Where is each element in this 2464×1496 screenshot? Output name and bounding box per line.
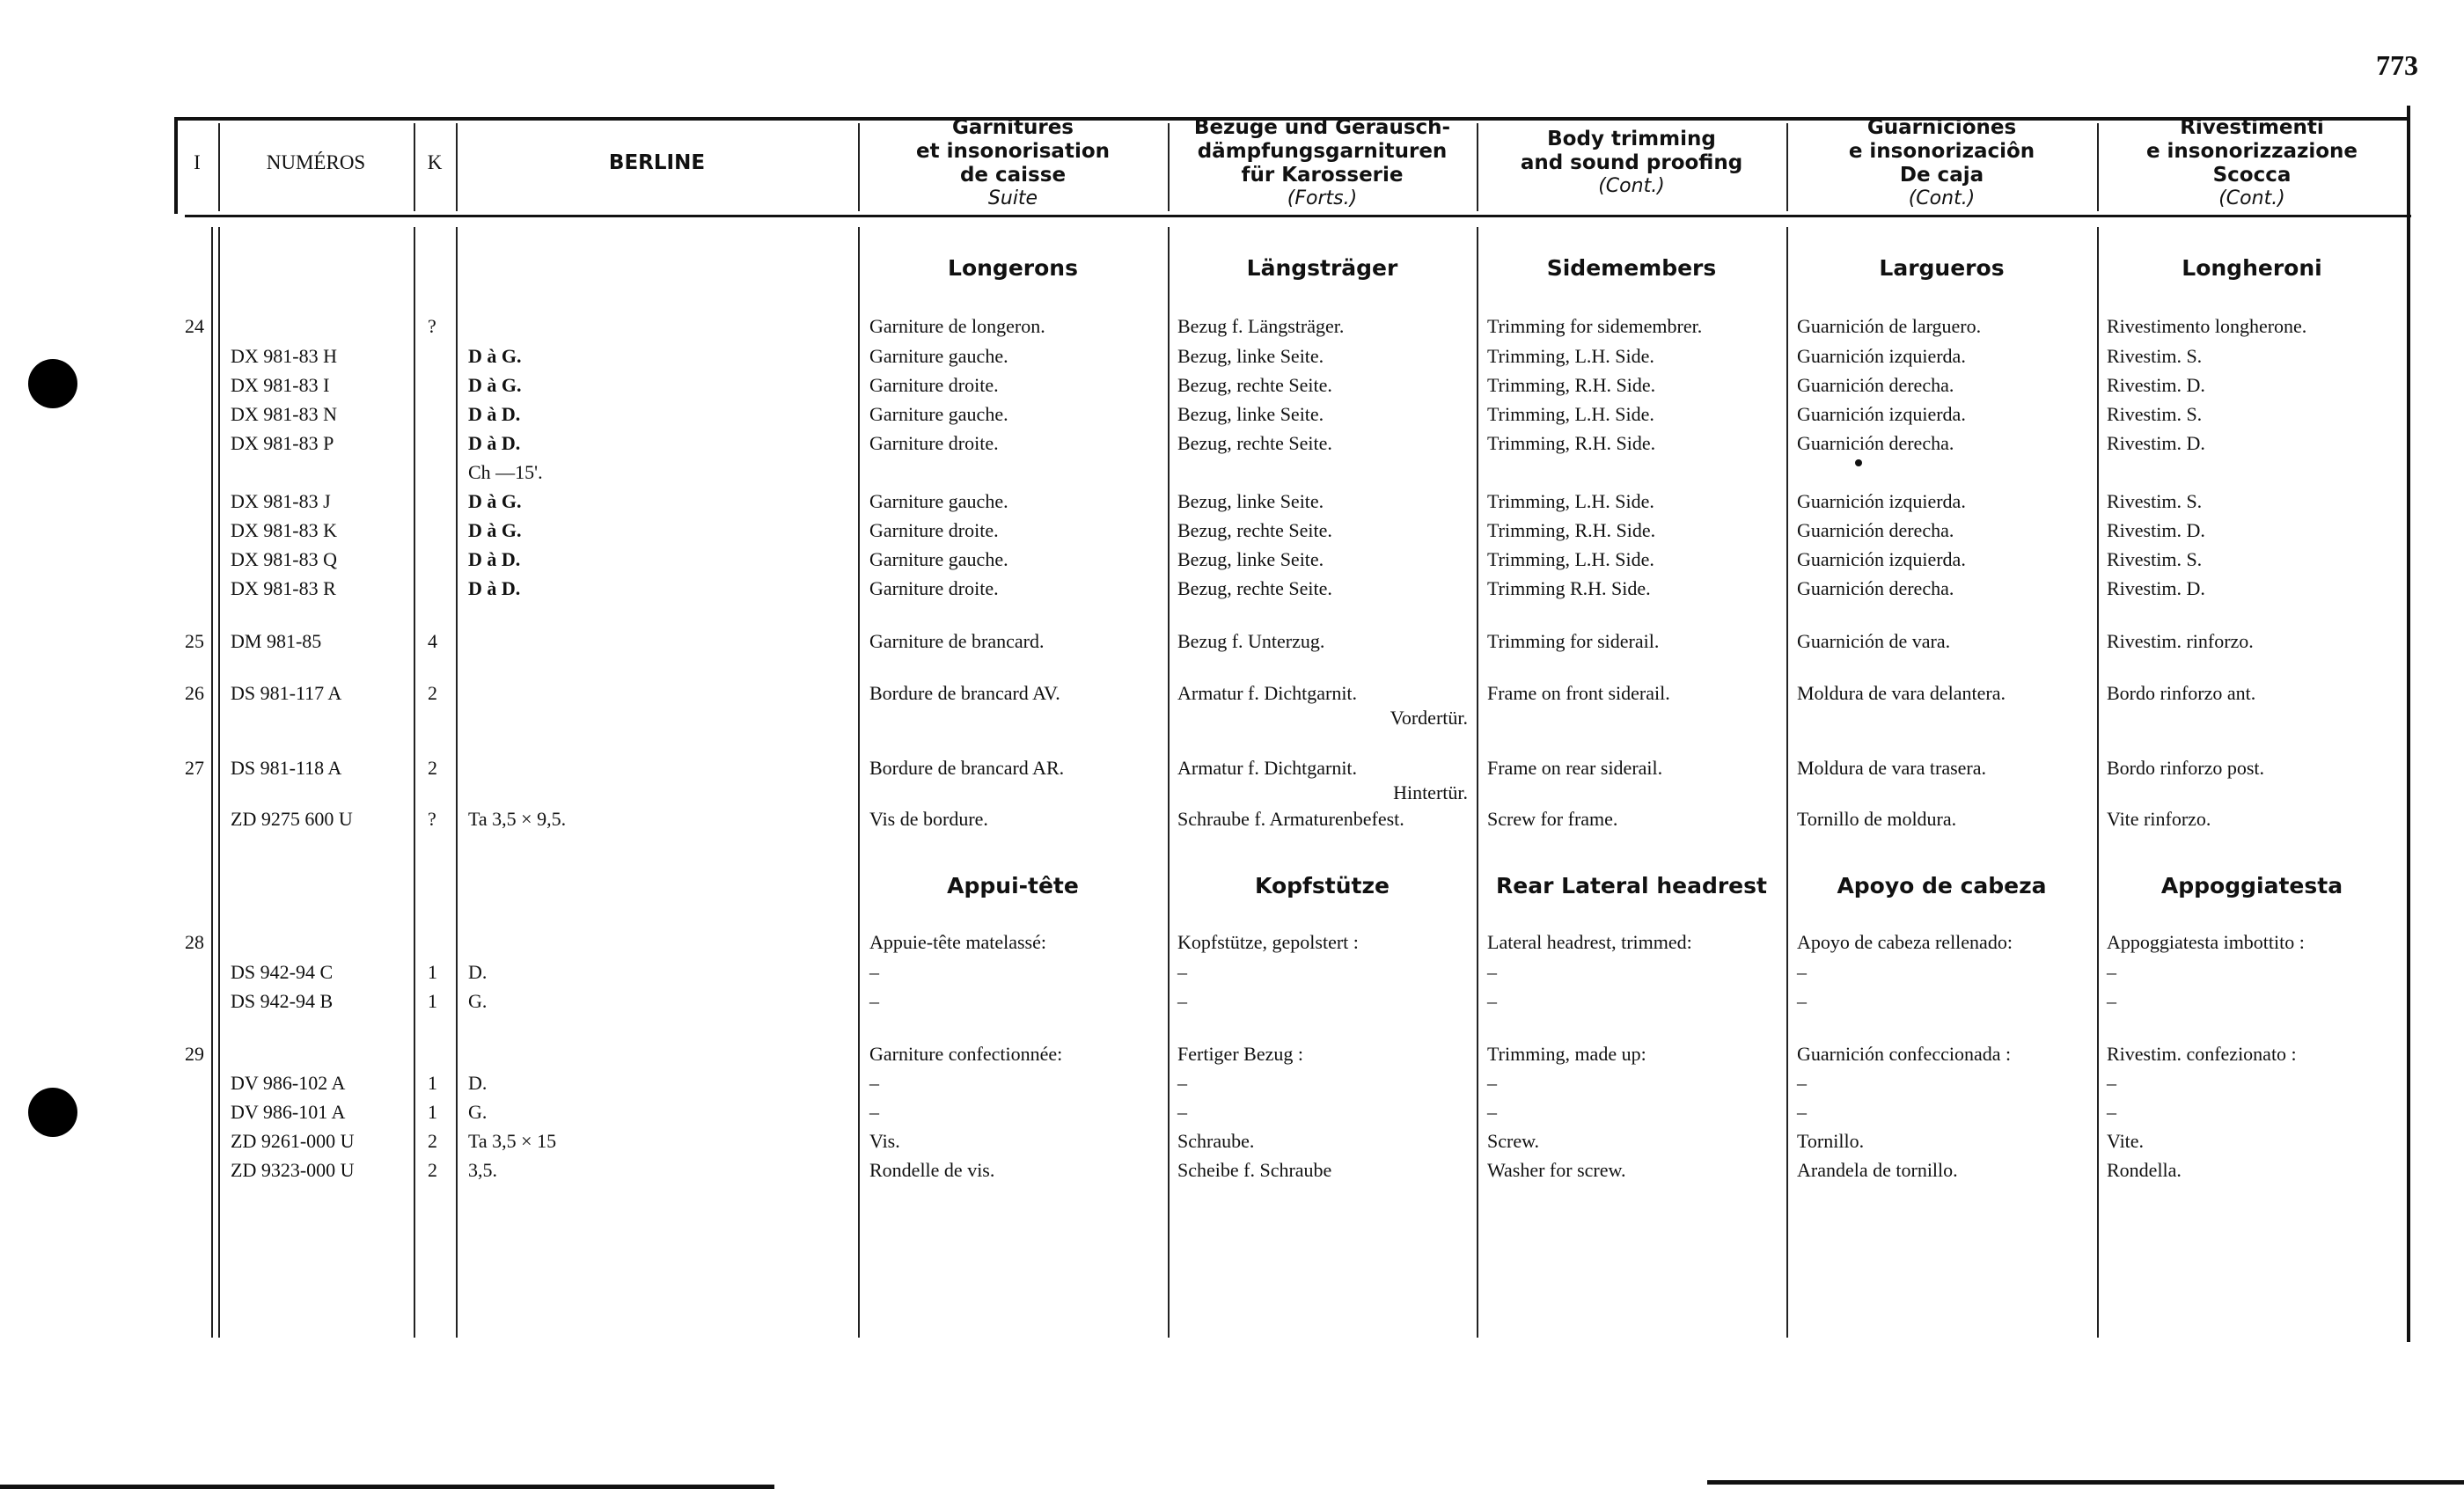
section-heading-it: Longheroni xyxy=(2182,255,2322,281)
desc-en: Trimming R.H. Side. xyxy=(1487,577,1651,599)
desc-es: Tornillo. xyxy=(1797,1130,1865,1152)
desc-en: Screw. xyxy=(1487,1130,1540,1152)
part-number: DS 981-117 A xyxy=(231,682,342,704)
desc-it: – xyxy=(2107,1072,2116,1094)
desc-fr: Garniture gauche. xyxy=(869,345,1008,367)
header-note: Suite xyxy=(987,187,1038,209)
desc-fr: – xyxy=(869,961,879,983)
desc-it: Rivestim. D. xyxy=(2107,432,2205,454)
header-line: dämpfungsgarnituren xyxy=(1197,139,1448,163)
desc-es: Guarnición izquierda. xyxy=(1797,548,1966,570)
berline-note: D à G. xyxy=(468,519,522,541)
desc-fr: Appuie-tête matelassé: xyxy=(869,931,1046,953)
desc-it: Bordo rinforzo post. xyxy=(2107,757,2265,779)
desc-es: Guarnición de larguero. xyxy=(1797,315,1982,337)
desc-de: Armatur f. Dichtgarnit. xyxy=(1177,757,1358,779)
bottom-rule-left xyxy=(0,1485,774,1489)
column-divider xyxy=(858,227,860,1338)
desc-en: Washer for screw. xyxy=(1487,1159,1626,1181)
desc-en: – xyxy=(1487,1101,1497,1123)
part-number: ZD 9323-000 U xyxy=(231,1159,355,1181)
desc-fr: Garniture droite. xyxy=(869,374,999,396)
header-line: e insonorizaciôn xyxy=(1848,139,2035,163)
desc-fr: Garniture de brancard. xyxy=(869,630,1045,652)
desc-de: Fertiger Bezug : xyxy=(1177,1043,1303,1065)
desc-fr: – xyxy=(869,990,879,1012)
desc-de-continued: Hintertür. xyxy=(1393,781,1468,803)
desc-en: Trimming, L.H. Side. xyxy=(1487,548,1654,570)
desc-de: Bezug, linke Seite. xyxy=(1177,490,1324,512)
desc-es: Guarnición confeccionada : xyxy=(1797,1043,2012,1065)
desc-it: Rivestim. S. xyxy=(2107,403,2203,425)
quantity-k: 2 xyxy=(428,1130,437,1152)
header-line: K xyxy=(427,151,443,173)
berline-note: D. xyxy=(468,961,488,983)
desc-de: Bezug, rechte Seite. xyxy=(1177,519,1332,541)
desc-de: Bezug f. Unterzug. xyxy=(1177,630,1325,652)
desc-fr: Garniture gauche. xyxy=(869,548,1008,570)
desc-fr: Rondelle de vis. xyxy=(869,1159,995,1181)
header-note: (Cont.) xyxy=(1598,175,1665,197)
berline-note: D à D. xyxy=(468,432,521,454)
desc-fr: – xyxy=(869,1072,879,1094)
header-es xyxy=(1786,115,2097,209)
desc-de: – xyxy=(1177,990,1187,1012)
column-divider xyxy=(218,227,220,1338)
quantity-k: ? xyxy=(428,315,436,337)
berline-note: D à D. xyxy=(468,548,521,570)
berline-note: D à G. xyxy=(468,374,522,396)
berline-note: Ch —15'. xyxy=(468,461,543,483)
part-number: DX 981-83 N xyxy=(231,403,337,425)
desc-it: Rivestim. S. xyxy=(2107,548,2203,570)
column-divider xyxy=(1786,227,1788,1338)
desc-en: Trimming, R.H. Side. xyxy=(1487,432,1656,454)
desc-fr: Vis de bordure. xyxy=(869,808,988,830)
desc-en: Trimming, made up: xyxy=(1487,1043,1646,1065)
desc-it: – xyxy=(2107,961,2116,983)
desc-de: – xyxy=(1177,961,1187,983)
section-heading-es: Apoyo de cabeza xyxy=(1837,873,2047,898)
section-heading-es: Largueros xyxy=(1879,255,2005,281)
header-line: I xyxy=(194,151,201,173)
desc-de: Bezug, rechte Seite. xyxy=(1177,374,1332,396)
section-heading-it: Appoggiatesta xyxy=(2160,873,2343,898)
row-index: 26 xyxy=(185,682,204,704)
quantity-k: 2 xyxy=(428,1159,437,1181)
section-heading-de: Längsträger xyxy=(1246,255,1398,281)
column-divider xyxy=(414,227,415,1338)
desc-it: Bordo rinforzo ant. xyxy=(2107,682,2256,704)
punch-hole xyxy=(28,359,77,408)
desc-fr: – xyxy=(869,1101,879,1123)
part-number: DX 981-83 J xyxy=(231,490,331,512)
part-number: DS 942-94 B xyxy=(231,990,334,1012)
berline-note: D à G. xyxy=(468,345,522,367)
part-number: DX 981-83 P xyxy=(231,432,334,454)
desc-en: – xyxy=(1487,961,1497,983)
row-index: 28 xyxy=(185,931,204,953)
desc-de: Bezug, linke Seite. xyxy=(1177,548,1324,570)
header-de xyxy=(1168,115,1477,209)
column-divider xyxy=(211,227,213,1338)
berline-note: D à G. xyxy=(468,490,522,512)
desc-it: Rivestim. confezionato : xyxy=(2107,1043,2297,1065)
row-index: 25 xyxy=(185,630,204,652)
desc-en: Screw for frame. xyxy=(1487,808,1618,830)
section-heading-fr: Longerons xyxy=(948,255,1078,281)
header-ber xyxy=(456,120,858,206)
desc-fr: Garniture de longeron. xyxy=(869,315,1045,337)
section-heading-en: Sidemembers xyxy=(1546,255,1717,281)
desc-de: Schraube. xyxy=(1177,1130,1255,1152)
desc-de-continued: Vordertür. xyxy=(1390,707,1468,729)
desc-it: – xyxy=(2107,1101,2116,1123)
header-line: für Karosserie xyxy=(1241,163,1404,187)
berline-note: G. xyxy=(468,990,488,1012)
header-note: (Forts.) xyxy=(1287,187,1358,209)
quantity-k: 1 xyxy=(428,1101,437,1123)
desc-es: Moldura de vara trasera. xyxy=(1797,757,1987,779)
desc-es: Moldura de vara delantera. xyxy=(1797,682,2006,704)
part-number: DS 942-94 C xyxy=(231,961,334,983)
desc-en: – xyxy=(1487,1072,1497,1094)
desc-fr: Vis. xyxy=(869,1130,900,1152)
berline-note: Ta 3,5 × 9,5. xyxy=(468,808,567,830)
quantity-k: ? xyxy=(428,808,436,830)
part-number: DS 981-118 A xyxy=(231,757,342,779)
berline-note: D. xyxy=(468,1072,488,1094)
header-line: NUMÉROS xyxy=(266,151,366,173)
header-line: Body trimming xyxy=(1547,128,1716,150)
desc-fr: Garniture droite. xyxy=(869,577,999,599)
desc-es: – xyxy=(1797,1101,1807,1123)
header-line: Guarniciónes xyxy=(1866,115,2017,139)
column-divider xyxy=(456,227,458,1338)
header-line: Garnitures xyxy=(952,115,1074,139)
row-index: 29 xyxy=(185,1043,204,1065)
column-divider xyxy=(1477,227,1478,1338)
part-number: DX 981-83 I xyxy=(231,374,330,396)
desc-en: Frame on rear siderail. xyxy=(1487,757,1663,779)
quantity-k: 4 xyxy=(428,630,437,652)
desc-fr: Bordure de brancard AV. xyxy=(869,682,1060,704)
section-heading-fr: Appui-tête xyxy=(947,873,1079,898)
header-en xyxy=(1477,120,1786,206)
desc-es: Guarnición de vara. xyxy=(1797,630,1951,652)
desc-es: Guarnición izquierda. xyxy=(1797,345,1966,367)
desc-de: Bezug, rechte Seite. xyxy=(1177,432,1332,454)
desc-en: Trimming, R.H. Side. xyxy=(1487,519,1656,541)
desc-es: Guarnición izquierda. xyxy=(1797,490,1966,512)
desc-fr: Bordure de brancard AR. xyxy=(869,757,1065,779)
desc-es: – xyxy=(1797,990,1807,1012)
quantity-k: 1 xyxy=(428,1072,437,1094)
part-number: ZD 9261-000 U xyxy=(231,1130,355,1152)
desc-en: Trimming, L.H. Side. xyxy=(1487,490,1654,512)
header-line: et insonorisation xyxy=(915,139,1111,163)
header-line: and sound proofing xyxy=(1520,151,1743,174)
desc-de: Bezug, linke Seite. xyxy=(1177,345,1324,367)
desc-it: Rivestim. D. xyxy=(2107,577,2205,599)
desc-es: Guarnición derecha. xyxy=(1797,577,1954,599)
berline-note: 3,5. xyxy=(468,1159,497,1181)
quantity-k: 2 xyxy=(428,682,437,704)
desc-fr: Garniture gauche. xyxy=(869,490,1008,512)
berline-note: D à D. xyxy=(468,403,521,425)
desc-it: Rivestim. rinforzo. xyxy=(2107,630,2254,652)
part-number: ZD 9275 600 U xyxy=(231,808,353,830)
part-number: DV 986-101 A xyxy=(231,1101,346,1123)
desc-de: Scheibe f. Schraube xyxy=(1177,1159,1332,1181)
punch-hole xyxy=(28,1088,77,1137)
desc-en: Trimming, R.H. Side. xyxy=(1487,374,1656,396)
quantity-k: 1 xyxy=(428,990,437,1012)
desc-it: Rivestimento longherone. xyxy=(2107,315,2307,337)
desc-de: Bezug, rechte Seite. xyxy=(1177,577,1332,599)
berline-note: G. xyxy=(468,1101,488,1123)
desc-it: Appoggiatesta imbottito : xyxy=(2107,931,2305,953)
desc-es: Tornillo de moldura. xyxy=(1797,808,1957,830)
desc-fr: Garniture droite. xyxy=(869,519,999,541)
desc-it: Vite rinforzo. xyxy=(2107,808,2211,830)
header-line: Scocca xyxy=(2212,163,2292,187)
quantity-k: 2 xyxy=(428,757,437,779)
desc-en: Trimming for siderail. xyxy=(1487,630,1660,652)
header-i xyxy=(176,120,218,206)
desc-en: Trimming, L.H. Side. xyxy=(1487,403,1654,425)
part-number: DM 981-85 xyxy=(231,630,322,652)
desc-en: Trimming, L.H. Side. xyxy=(1487,345,1654,367)
part-number: DX 981-83 R xyxy=(231,577,336,599)
desc-es: Guarnición derecha. xyxy=(1797,374,1954,396)
desc-es: Guarnición izquierda. xyxy=(1797,403,1966,425)
header-bottom-rule xyxy=(185,215,2411,217)
part-number: DX 981-83 Q xyxy=(231,548,337,570)
page-number: 773 xyxy=(2376,49,2418,81)
berline-note: D à D. xyxy=(468,577,521,599)
ink-dot xyxy=(1855,459,1862,466)
desc-de: Armatur f. Dichtgarnit. xyxy=(1177,682,1358,704)
desc-es: Guarnición derecha. xyxy=(1797,519,1954,541)
desc-it: Vite. xyxy=(2107,1130,2145,1152)
desc-it: Rivestim. D. xyxy=(2107,374,2205,396)
header-fr xyxy=(858,115,1168,209)
part-number: DV 986-102 A xyxy=(231,1072,346,1094)
desc-fr: Garniture gauche. xyxy=(869,403,1008,425)
header-it xyxy=(2097,115,2407,209)
header-line: De caja xyxy=(1899,163,1984,187)
column-divider xyxy=(2097,227,2099,1338)
bottom-rule-right xyxy=(1707,1480,2464,1485)
table-right-rule xyxy=(2407,106,2410,1342)
desc-de: – xyxy=(1177,1072,1187,1094)
quantity-k: 1 xyxy=(428,961,437,983)
desc-it: Rivestim. S. xyxy=(2107,490,2203,512)
desc-fr: Garniture confectionnée: xyxy=(869,1043,1063,1065)
row-index: 24 xyxy=(185,315,204,337)
section-heading-de: Kopfstütze xyxy=(1255,873,1390,898)
header-line: e insonorizzazione xyxy=(2145,139,2358,163)
desc-it: Rondella. xyxy=(2107,1159,2182,1181)
column-divider xyxy=(1168,227,1170,1338)
desc-it: – xyxy=(2107,990,2116,1012)
desc-en: Trimming for sidemembrer. xyxy=(1487,315,1703,337)
header-line: BERLINE xyxy=(608,150,706,174)
desc-de: – xyxy=(1177,1101,1187,1123)
desc-es: – xyxy=(1797,1072,1807,1094)
desc-es: Guarnición derecha. xyxy=(1797,432,1954,454)
desc-es: Arandela de tornillo. xyxy=(1797,1159,1958,1181)
header-line: Rivestimenti xyxy=(2180,115,2324,139)
header-line: Bezüge und Geräusch- xyxy=(1193,115,1451,139)
part-number: DX 981-83 H xyxy=(231,345,337,367)
desc-fr: Garniture droite. xyxy=(869,432,999,454)
desc-es: Apoyo de cabeza rellenado: xyxy=(1797,931,2013,953)
desc-it: Rivestim. S. xyxy=(2107,345,2203,367)
berline-note: Ta 3,5 × 15 xyxy=(468,1130,557,1152)
desc-de: Bezug f. Längsträger. xyxy=(1177,315,1345,337)
desc-de: Kopfstütze, gepolstert : xyxy=(1177,931,1359,953)
desc-es: – xyxy=(1797,961,1807,983)
header-note: (Cont.) xyxy=(1908,187,1976,209)
desc-it: Rivestim. D. xyxy=(2107,519,2205,541)
desc-en: – xyxy=(1487,990,1497,1012)
row-index: 27 xyxy=(185,757,204,779)
desc-en: Frame on front siderail. xyxy=(1487,682,1670,704)
desc-en: Lateral headrest, trimmed: xyxy=(1487,931,1692,953)
header-line: de caisse xyxy=(959,163,1067,187)
section-heading-en: Rear Lateral headrest xyxy=(1496,873,1767,898)
part-number: DX 981-83 K xyxy=(231,519,337,541)
header-num xyxy=(218,120,414,206)
desc-de: Schraube f. Armaturenbefest. xyxy=(1177,808,1404,830)
desc-de: Bezug, linke Seite. xyxy=(1177,403,1324,425)
header-k xyxy=(414,120,456,206)
header-note: (Cont.) xyxy=(2218,187,2285,209)
